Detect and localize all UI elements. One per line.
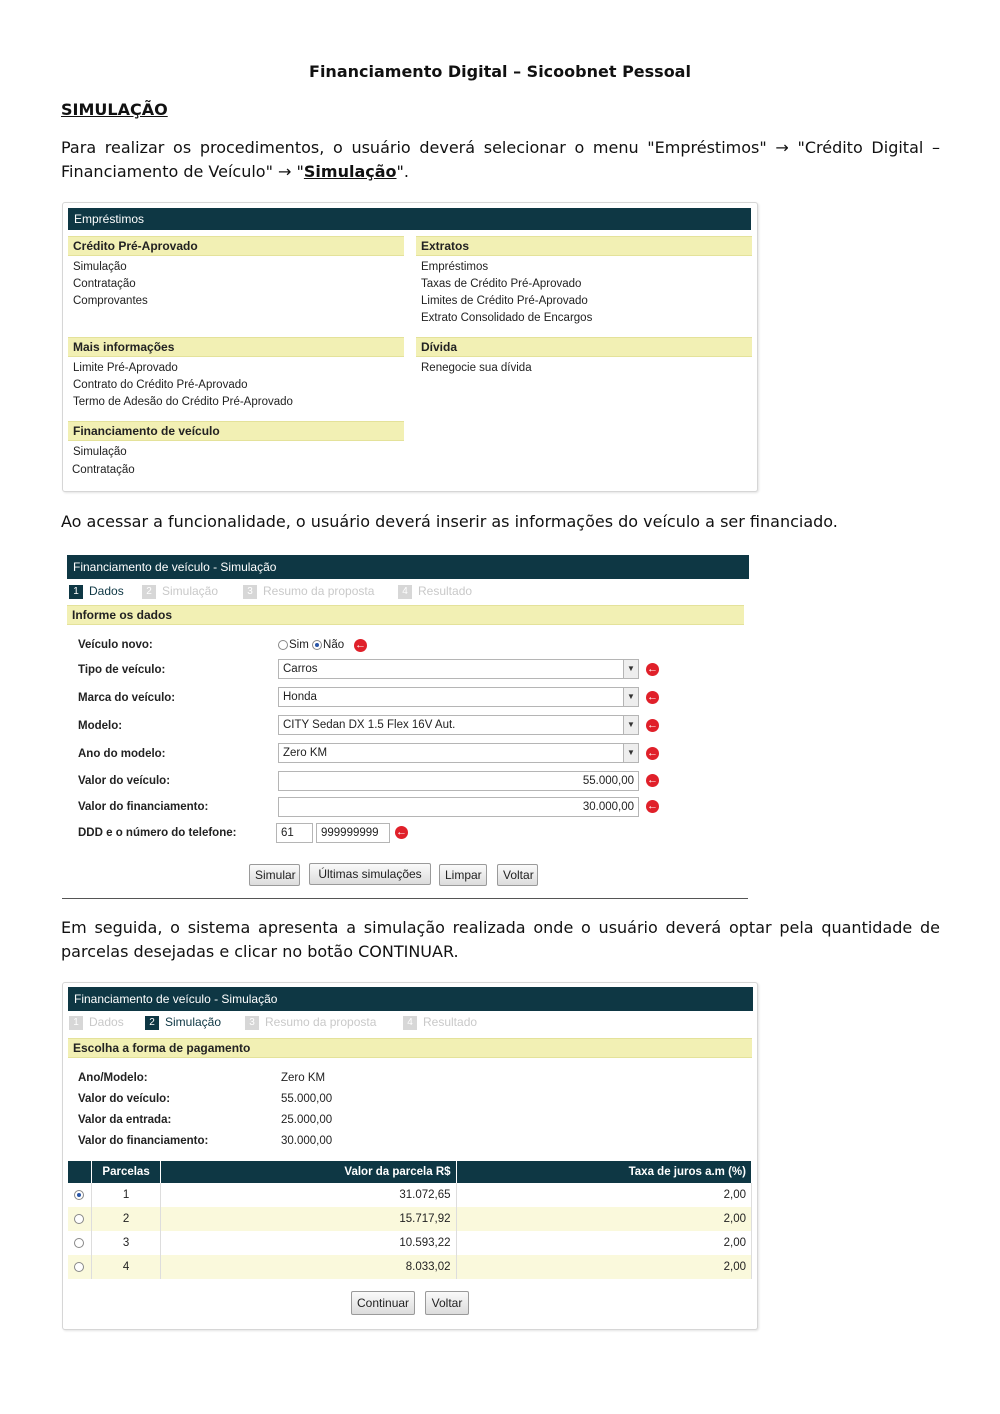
row-radio-cell[interactable] [68, 1231, 92, 1255]
telefone-input[interactable]: 999999999 [316, 823, 390, 843]
valor-veiculo-input[interactable]: 55.000,00 [278, 771, 639, 791]
sim-header: Financiamento de veículo - Simulação [68, 987, 753, 1011]
form-steps [69, 584, 739, 602]
menu-item-financiamento-simulacao[interactable]: Simulação [73, 446, 127, 458]
col-parcelas: Parcelas [92, 1161, 161, 1183]
step-number: 2 [145, 1016, 159, 1030]
sum-entrada-label: Valor da entrada: [78, 1114, 172, 1126]
menu-group-extratos[interactable]: Extratos [416, 236, 752, 256]
sum-ano-label: Ano/Modelo: [78, 1072, 148, 1084]
sum-valor-label: Valor do veículo: [78, 1093, 171, 1105]
radio-sim-label: Sim [289, 639, 309, 651]
parcela-radio[interactable] [74, 1262, 84, 1272]
step-resumo [245, 1015, 376, 1030]
required-icon: ← [647, 691, 658, 703]
step-label: Dados [89, 584, 124, 598]
sum-entrada-value: 25.000,00 [281, 1114, 333, 1126]
intro-text-end: ". [396, 162, 409, 181]
modelo-select[interactable] [278, 715, 639, 735]
parcela-radio[interactable] [74, 1190, 84, 1200]
table-header-row [68, 1161, 752, 1183]
menu-item-contrato-credito[interactable]: Contrato do Crédito Pré-Aprovado [73, 379, 248, 391]
table-row[interactable] [68, 1183, 752, 1207]
menu-item-contratacao[interactable]: Contratação [73, 278, 136, 290]
valor-financiamento-input[interactable]: 30.000,00 [278, 797, 639, 817]
simulacao-result-screenshot [62, 982, 758, 1330]
parcelas-cell: 4 [92, 1255, 161, 1279]
modelo-label: Modelo: [78, 720, 123, 732]
required-icon: ← [355, 639, 366, 651]
sum-ano-value: Zero KM [281, 1072, 326, 1084]
step-number: 1 [69, 1016, 83, 1030]
step-simulacao [145, 1015, 221, 1030]
chevron-down-icon[interactable]: ▼ [623, 660, 638, 678]
required-icon: ← [647, 800, 658, 812]
form-section-bar: Informe os dados [67, 605, 744, 625]
step-simulacao [142, 584, 218, 599]
step-number: 3 [245, 1016, 259, 1030]
menu-item-renegocie[interactable]: Renegocie sua dívida [421, 362, 532, 374]
col-select [68, 1161, 92, 1183]
row-radio-cell[interactable] [68, 1183, 92, 1207]
ddd-input[interactable]: 61 [276, 823, 313, 843]
section-heading: SIMULAÇÃO [61, 100, 168, 119]
sum-financ-label: Valor do financiamento: [78, 1135, 209, 1147]
taxa-cell: 2,00 [456, 1231, 751, 1255]
sim-steps [69, 1015, 739, 1033]
emprestimos-menu-screenshot [62, 202, 758, 492]
limpar-button[interactable]: Limpar [439, 864, 487, 886]
taxa-cell: 2,00 [456, 1207, 751, 1231]
menu-item-financiamento-contratacao[interactable]: Contratação [72, 464, 135, 476]
tipo-veiculo-label: Tipo de veículo: [78, 664, 166, 676]
parcelas-cell: 1 [92, 1183, 161, 1207]
document-title: Financiamento Digital – Sicoobnet Pessoal [309, 62, 691, 81]
parcelas-cell: 3 [92, 1231, 161, 1255]
step-label: Resumo da proposta [263, 584, 375, 598]
step-number: 1 [69, 585, 83, 599]
taxa-cell: 2,00 [456, 1183, 751, 1207]
valor-cell: 31.072,65 [161, 1183, 456, 1207]
voltar-button[interactable]: Voltar [497, 864, 538, 886]
step-label: Resultado [423, 1015, 478, 1029]
parcela-radio[interactable] [74, 1214, 84, 1224]
step-label: Resumo da proposta [265, 1015, 377, 1029]
step-label: Simulação [165, 1015, 222, 1029]
menu-group-credito-pre-aprovado[interactable]: Crédito Pré-Aprovado [68, 236, 404, 256]
simulation-paragraph: Em seguida, o sistema apresenta a simulação realizada onde o usuário deverá optar pela quantidade de parcelas desejadas e clicar no botão CONTINUAR. [61, 918, 940, 961]
col-valor-parcela: Valor da parcela R$ [161, 1161, 456, 1183]
menu-group-divida[interactable]: Dívida [416, 337, 752, 357]
required-icon: ← [396, 826, 407, 838]
valor-cell: 8.033,02 [161, 1255, 456, 1279]
valor-veiculo-label: Valor do veículo: [78, 775, 171, 787]
required-icon: ← [647, 774, 658, 786]
ano-modelo-value: Zero KM [283, 747, 328, 759]
radio-sim[interactable] [278, 640, 288, 650]
chevron-down-icon[interactable]: ▼ [623, 744, 638, 762]
sum-valor-value: 55.000,00 [281, 1093, 333, 1105]
step-number: 4 [398, 585, 412, 599]
required-icon: ← [647, 663, 658, 675]
parcela-radio[interactable] [74, 1238, 84, 1248]
chevron-down-icon[interactable]: ▼ [623, 688, 638, 706]
ano-modelo-select[interactable] [278, 743, 639, 763]
row-radio-cell[interactable] [68, 1207, 92, 1231]
step-label: Resultado [418, 584, 473, 598]
chevron-down-icon[interactable]: ▼ [623, 716, 638, 734]
menu-item-simulacao[interactable]: Simulação [73, 261, 127, 273]
table-row[interactable] [68, 1207, 752, 1231]
step-dados [69, 1015, 124, 1030]
menu-item-comprovantes[interactable]: Comprovantes [73, 295, 148, 307]
step-resumo [243, 584, 374, 599]
row-radio-cell[interactable] [68, 1255, 92, 1279]
table-row[interactable] [68, 1231, 752, 1255]
radio-nao-label: Não [323, 639, 345, 651]
valor-cell: 10.593,22 [161, 1231, 456, 1255]
menu-item-taxas-credito[interactable]: Taxas de Crédito Pré-Aprovado [421, 278, 582, 290]
parcelas-table [68, 1161, 752, 1279]
step-label: Simulação [162, 584, 219, 598]
step-number: 2 [142, 585, 156, 599]
menu-group-mais-informacoes[interactable]: Mais informações [68, 337, 404, 357]
step-label: Dados [89, 1015, 124, 1029]
menu-group-financiamento-veiculo[interactable]: Financiamento de veículo [68, 421, 404, 441]
radio-nao[interactable] [312, 640, 322, 650]
table-row[interactable] [68, 1255, 752, 1279]
step-dados [69, 584, 124, 599]
continuar-button[interactable]: Continuar [351, 1291, 415, 1315]
required-icon: ← [647, 747, 658, 759]
menu-item-extrato-encargos[interactable]: Extrato Consolidado de Encargos [421, 312, 593, 324]
simular-button[interactable]: Simular [249, 864, 300, 886]
menu-item-extrato-emprestimos[interactable]: Empréstimos [421, 261, 489, 273]
veiculo-novo-options [278, 639, 344, 651]
taxa-cell: 2,00 [456, 1255, 751, 1279]
valor-financiamento-label: Valor do financiamento: [78, 801, 209, 813]
ultimas-simulacoes-button[interactable]: Últimas simulações [309, 863, 431, 885]
form-header: Financiamento de veículo - Simulação [67, 555, 749, 579]
menu-item-termo-adesao[interactable]: Termo de Adesão do Crédito Pré-Aprovado [73, 396, 293, 408]
intro-paragraph [61, 136, 940, 184]
tipo-veiculo-select[interactable] [278, 659, 639, 679]
parcelas-cell: 2 [92, 1207, 161, 1231]
simulacao-form-screenshot [62, 552, 748, 902]
veiculo-novo-label: Veículo novo: [78, 639, 153, 651]
marca-veiculo-label: Marca do veículo: [78, 692, 176, 704]
menu-item-limite-pre-aprovado[interactable]: Limite Pré-Aprovado [73, 362, 178, 374]
ano-modelo-label: Ano do modelo: [78, 748, 166, 760]
valor-cell: 15.717,92 [161, 1207, 456, 1231]
step-resultado [403, 1015, 477, 1030]
simulacao-emphasis: Simulação [303, 162, 397, 181]
sim-section-bar: Escolha a forma de pagamento [68, 1038, 752, 1058]
marca-veiculo-value: Honda [283, 691, 317, 703]
modelo-value: CITY Sedan DX 1.5 Flex 16V Aut. [283, 719, 456, 731]
telefone-label: DDD e o número do telefone: [78, 827, 237, 839]
form-bottom-divider [62, 898, 748, 899]
sum-financ-value: 30.000,00 [281, 1135, 333, 1147]
menu-item-limites-credito[interactable]: Limites de Crédito Pré-Aprovado [421, 295, 588, 307]
marca-veiculo-select[interactable] [278, 687, 639, 707]
step-number: 3 [243, 585, 257, 599]
menu-header: Empréstimos [68, 208, 751, 230]
step-number: 4 [403, 1016, 417, 1030]
form-paragraph: Ao acessar a funcionalidade, o usuário deverá inserir as informações do veículo a ser financiado. [61, 512, 838, 531]
sim-voltar-button[interactable]: Voltar [425, 1291, 469, 1315]
step-resultado [398, 584, 472, 599]
col-taxa-juros: Taxa de juros a.m (%) [456, 1161, 751, 1183]
required-icon: ← [647, 719, 658, 731]
tipo-veiculo-value: Carros [283, 663, 318, 675]
intro-text: Para realizar os procedimentos, o usuário deverá selecionar o menu "Empréstimos" → "Crédito Digital – Financiamento de Veículo" → " [61, 138, 940, 181]
